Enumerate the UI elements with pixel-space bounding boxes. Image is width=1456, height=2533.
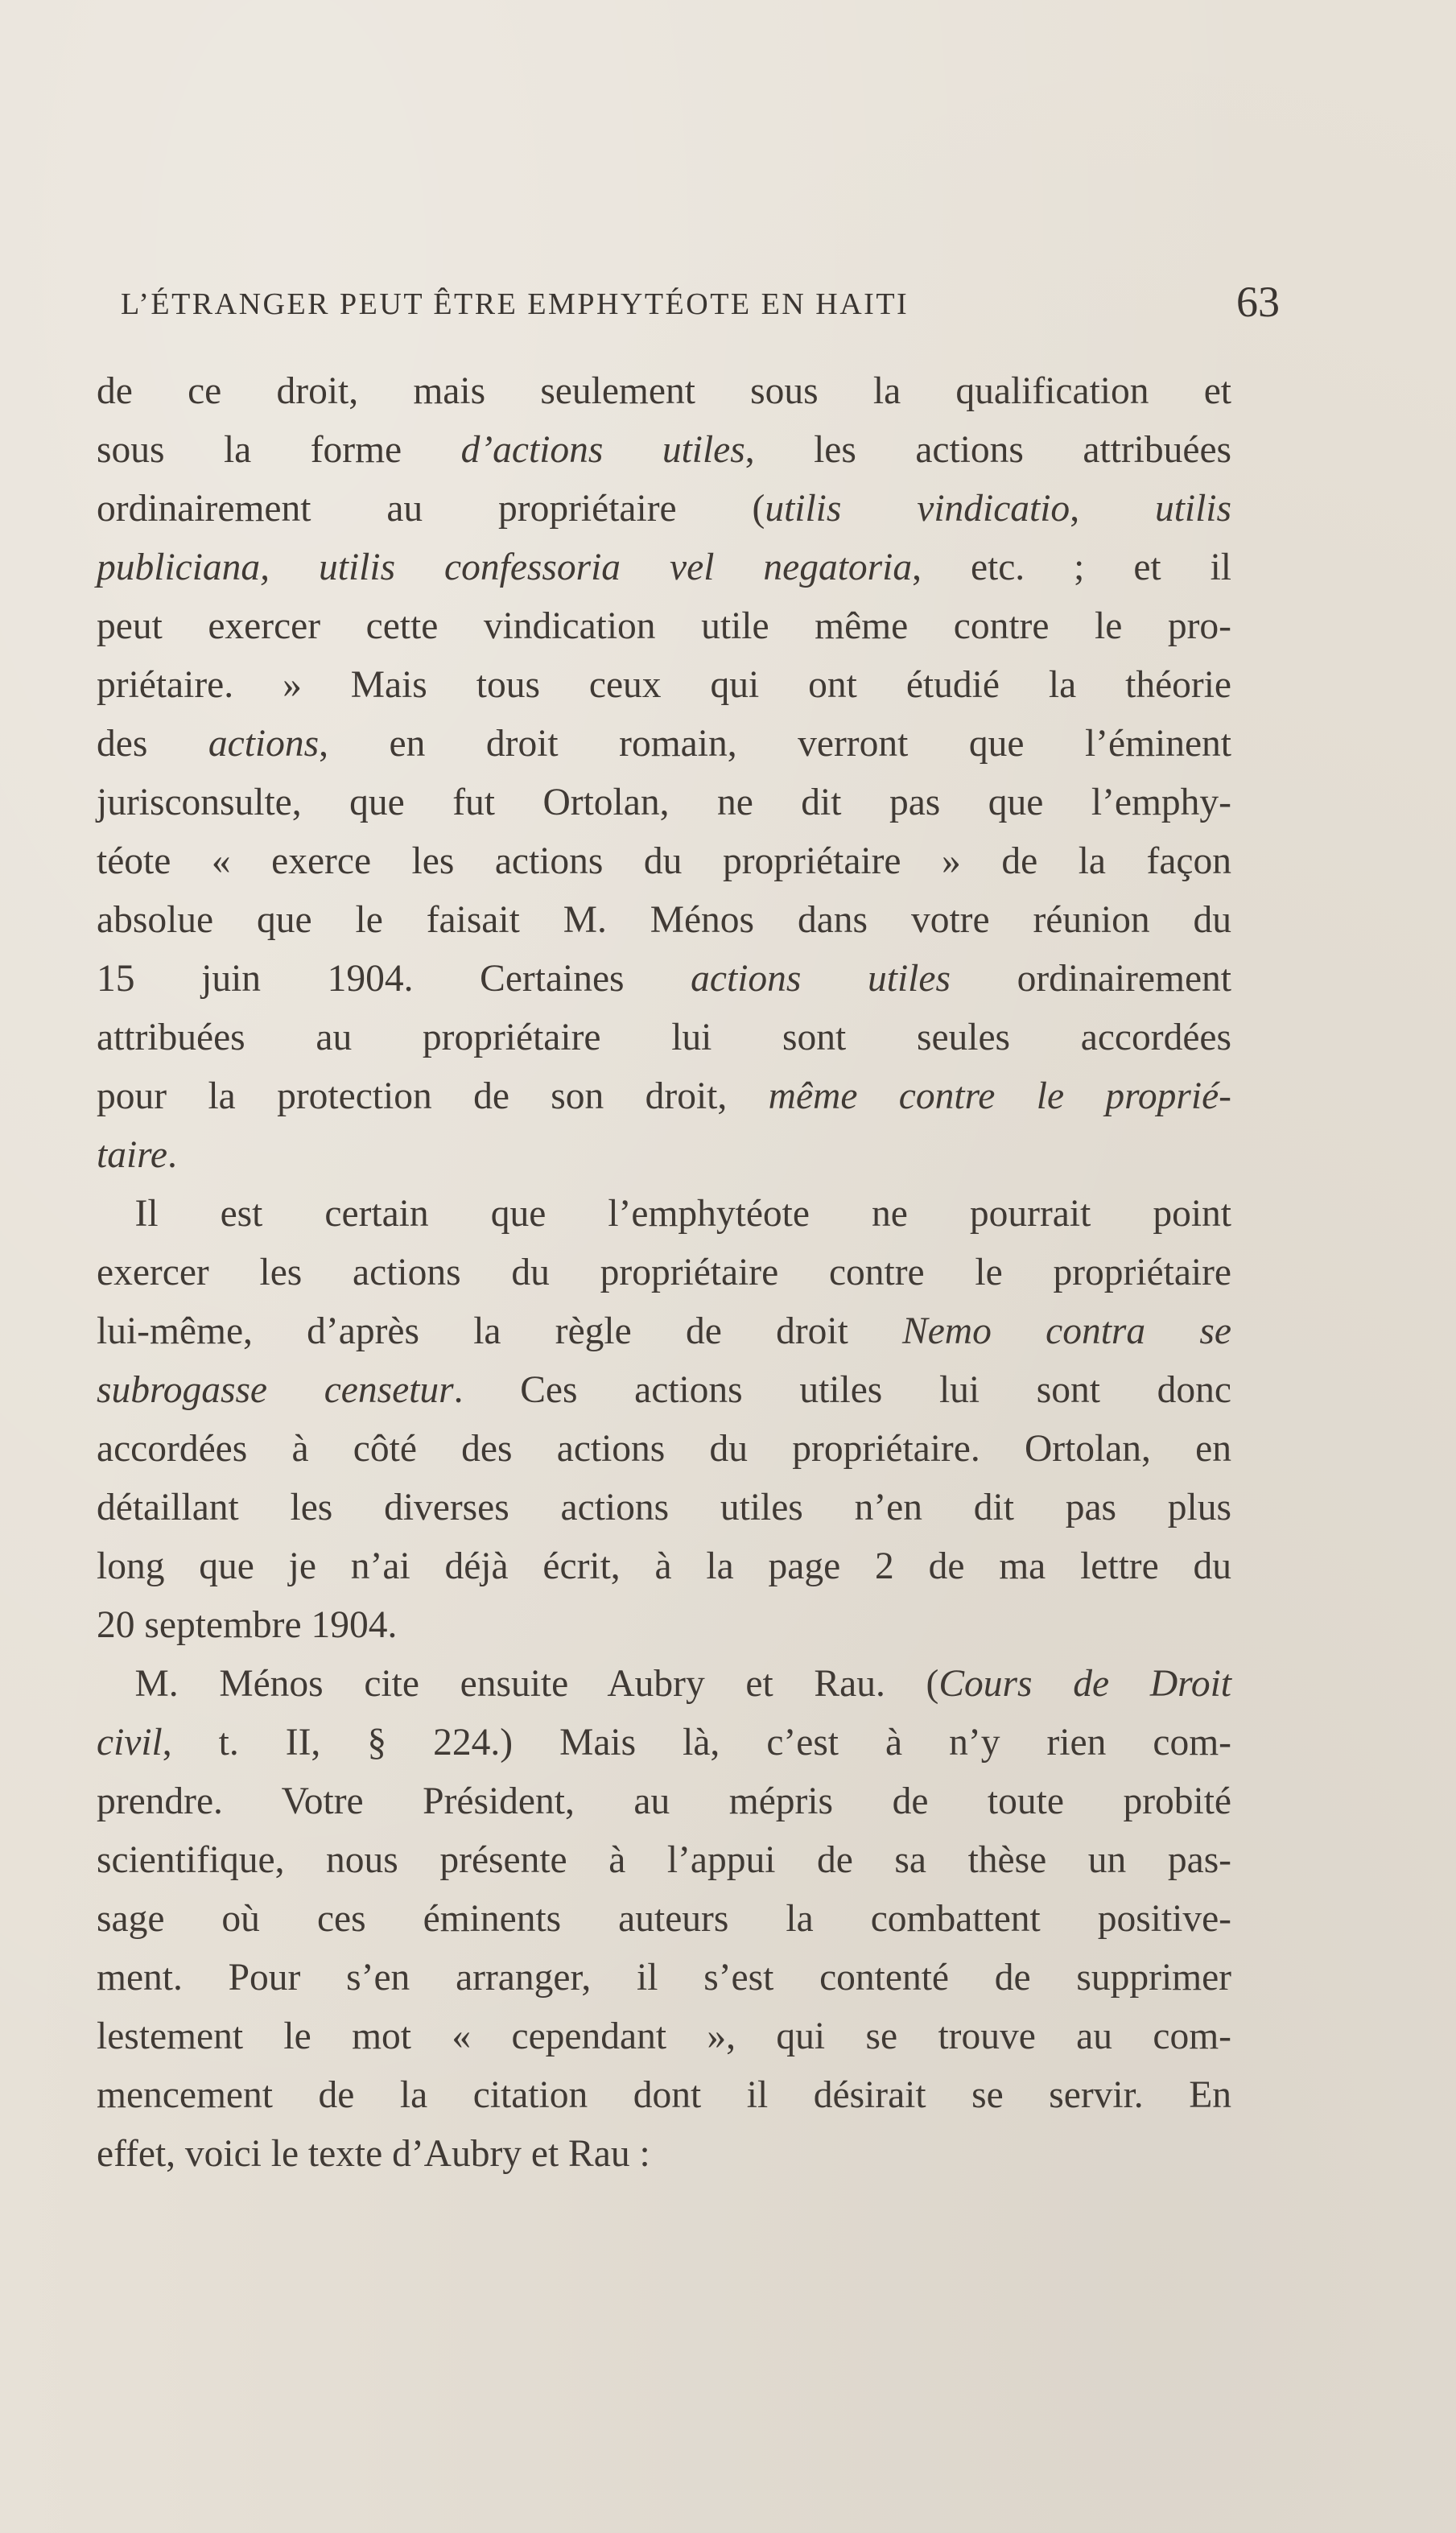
text-segment: ordinairement <box>950 958 1231 1000</box>
text-segment: attribuées au propriétaire lui sont seules accordées <box>97 1017 1231 1058</box>
text-line <box>97 597 1231 656</box>
text-segment: , t. II, § 224.) Mais là, c’est à n’y rien com- <box>162 1722 1231 1764</box>
text-line <box>97 1185 1231 1244</box>
text-segment: pour la protection de son droit, <box>97 1075 769 1117</box>
text-line <box>97 2125 1231 2184</box>
text-segment: jurisconsulte, que fut Ortolan, ne dit pas que l’emphy- <box>97 782 1231 823</box>
text-segment: , les actions attribuées <box>744 429 1232 471</box>
text-segment: 20 septembre 1904. <box>97 1604 398 1646</box>
text-segment: Il est certain que l’emphytéote ne pourrait point <box>97 1193 1231 1235</box>
paragraph <box>97 362 1231 1185</box>
text-segment: sage où ces éminents auteurs la combattent positive- <box>97 1898 1231 1940</box>
text-line <box>97 1361 1231 1420</box>
text-line <box>97 1596 1231 1655</box>
text-line <box>97 1831 1231 1890</box>
page-header <box>121 278 1280 332</box>
text-line <box>97 656 1231 715</box>
text-line <box>97 1537 1231 1596</box>
text-segment: peut exercer cette vindication utile même contre le pro- <box>97 605 1231 647</box>
italic-segment: publiciana, utilis confessoria vel negatoria <box>97 547 913 588</box>
paragraph <box>97 1655 1231 2184</box>
italic-segment: actions utiles <box>691 958 951 1000</box>
text-line <box>97 1067 1231 1126</box>
text-line <box>97 1126 1231 1185</box>
text-line <box>97 421 1231 480</box>
italic-segment: Nemo contra se <box>902 1310 1231 1352</box>
text-line <box>97 2066 1231 2125</box>
text-segment: sous la forme <box>97 429 461 471</box>
text-line <box>97 1479 1231 1537</box>
text-line <box>97 1655 1231 1714</box>
text-segment: accordées à côté des actions du propriétaire. Ortolan, en <box>97 1428 1231 1470</box>
text-segment: , etc. ; et il <box>912 547 1231 588</box>
text-line <box>97 891 1231 950</box>
text-line <box>97 480 1231 538</box>
text-line <box>97 538 1231 597</box>
text-segment: 15 juin 1904. Certaines <box>97 958 691 1000</box>
text-line <box>97 832 1231 891</box>
italic-segment: d’actions utiles <box>460 429 745 471</box>
text-line <box>97 774 1231 832</box>
text-segment: ordinairement au propriétaire ( <box>97 488 765 530</box>
italic-segment: actions <box>208 723 320 765</box>
text-line <box>97 715 1231 774</box>
running-title: L’ÉTRANGER PEUT ÊTRE EMPHYTÉOTE EN HAITI <box>121 287 909 321</box>
italic-segment: taire <box>97 1134 167 1176</box>
italic-segment: civil <box>97 1722 163 1764</box>
text-segment: prendre. Votre Président, au mépris de toute probité <box>97 1780 1231 1822</box>
italic-segment: utilis <box>1154 488 1231 530</box>
text-segment: priétaire. » Mais tous ceux qui ont étudié la théorie <box>97 664 1231 706</box>
text-segment: . <box>167 1134 177 1176</box>
page-number: 63 <box>1236 278 1280 326</box>
text-line <box>97 1772 1231 1831</box>
text-line <box>97 1302 1231 1361</box>
text-segment: M. Ménos cite ensuite Aubry et Rau. ( <box>97 1663 939 1705</box>
text-segment: mencement de la citation dont il désirait se servir. En <box>97 2074 1231 2116</box>
text-segment: lestement le mot « cependant », qui se trouve au com- <box>97 2015 1231 2057</box>
text-segment: . Ces actions utiles lui sont donc <box>453 1369 1231 1411</box>
text-segment: , en droit romain, verront que l’éminent <box>319 723 1231 765</box>
text-line <box>97 1420 1231 1479</box>
body-text <box>97 362 1231 2184</box>
text-line <box>97 950 1231 1009</box>
text-segment: long que je n’ai déjà écrit, à la page 2 de ma lettre du <box>97 1545 1231 1587</box>
text-line <box>97 1890 1231 1949</box>
text-line <box>97 362 1231 421</box>
text-segment: de ce droit, mais seulement sous la qualification et <box>97 370 1231 412</box>
text-segment: absolue que le faisait M. Ménos dans votre réunion du <box>97 899 1231 941</box>
italic-segment: utilis vindicatio <box>765 488 1070 530</box>
text-segment: exercer les actions du propriétaire contre le propriétaire <box>97 1252 1231 1293</box>
text-line <box>97 1714 1231 1772</box>
text-line <box>97 1009 1231 1067</box>
text-segment: des <box>97 723 208 765</box>
text-line <box>97 2007 1231 2066</box>
text-segment: téote « exerce les actions du propriétaire » de la façon <box>97 840 1231 882</box>
text-line <box>97 1244 1231 1302</box>
text-segment: ment. Pour s’en arranger, il s’est contenté de supprimer <box>97 1957 1231 1999</box>
italic-segment: Cours de Droit <box>938 1663 1231 1705</box>
text-line <box>97 1949 1231 2007</box>
text-segment: scientifique, nous présente à l’appui de sa thèse un pas- <box>97 1839 1231 1881</box>
italic-segment: même contre le proprié- <box>768 1075 1231 1117</box>
text-segment: détaillant les diverses actions utiles n’en dit pas plus <box>97 1487 1231 1528</box>
text-segment: lui-même, d’après la règle de droit <box>97 1310 903 1352</box>
text-segment: effet, voici le texte d’Aubry et Rau : <box>97 2133 650 2175</box>
text-segment: , <box>1070 488 1155 530</box>
paragraph <box>97 1185 1231 1655</box>
italic-segment: subrogasse censetur <box>97 1369 454 1411</box>
